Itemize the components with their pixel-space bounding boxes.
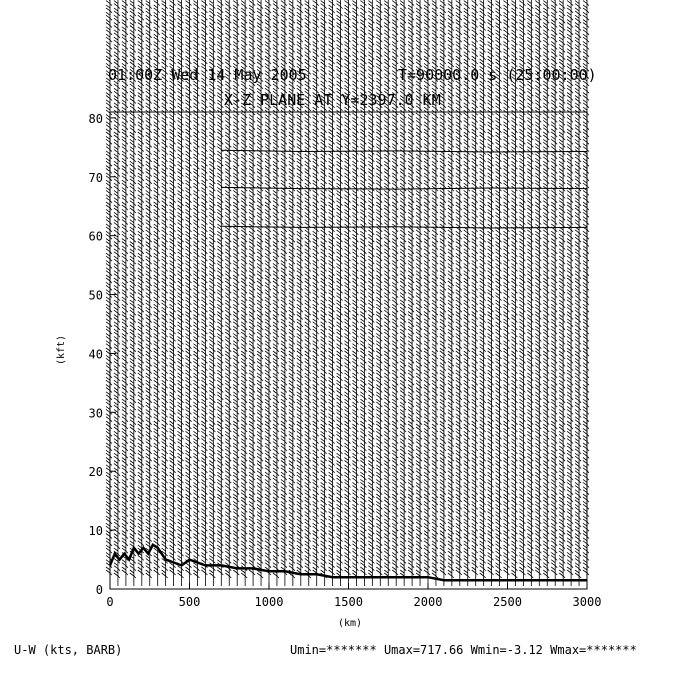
- barb-column: [488, 0, 494, 586]
- y-tick-label: 0: [95, 583, 103, 597]
- barb-column: [130, 0, 136, 586]
- barb-column: [456, 0, 462, 586]
- barb-column: [527, 0, 533, 586]
- barb-column: [186, 0, 192, 586]
- barb-column: [360, 0, 366, 586]
- barb-column: [567, 0, 573, 586]
- barb-column: [241, 0, 247, 586]
- x-tick-label: 1000: [254, 595, 284, 609]
- barb-column: [170, 0, 176, 586]
- barb-column: [424, 0, 430, 586]
- barb-column: [551, 0, 557, 586]
- x-tick-label: 0: [106, 595, 114, 609]
- barb-column: [289, 0, 295, 586]
- y-tick-label: 40: [88, 347, 103, 362]
- barb-column: [217, 0, 223, 586]
- barb-column: [257, 0, 263, 586]
- y-tick-label: 10: [88, 524, 103, 539]
- y-tick-label: 80: [88, 111, 103, 126]
- barb-column: [313, 0, 319, 586]
- barb-column: [392, 0, 398, 586]
- barb-column: [178, 0, 184, 586]
- barb-column: [472, 0, 478, 586]
- barb-column: [559, 0, 565, 586]
- x-tick-label: 3000: [572, 595, 602, 609]
- barb-column: [162, 0, 168, 586]
- barb-column: [368, 0, 374, 586]
- barb-column: [400, 0, 406, 586]
- x-tick-label: 2000: [413, 595, 443, 609]
- y-tick-label: 30: [88, 406, 103, 421]
- barb-column: [511, 0, 517, 586]
- barb-column: [297, 0, 303, 586]
- barb-column: [273, 0, 279, 586]
- barb-column: [543, 0, 549, 586]
- wmin-value: Wmin=-3.12: [470, 643, 543, 657]
- barb-column: [154, 0, 160, 586]
- barb-column: [408, 0, 414, 586]
- header-plane: X-Z PLANE AT Y=2397.0 KM: [224, 91, 441, 109]
- field-stats: [290, 643, 637, 657]
- barb-column: [440, 0, 446, 586]
- y-tick-label: 60: [88, 229, 103, 244]
- barb-column: [432, 0, 438, 586]
- umin-value: Umin=*******: [290, 643, 377, 657]
- umax-value: Umax=717.66: [383, 643, 464, 657]
- barb-column: [233, 0, 239, 586]
- barb-column: [496, 0, 502, 586]
- barb-column: [146, 0, 152, 586]
- header-timestamp: 01:00Z Wed 14 May 2005: [108, 66, 307, 84]
- y-axis-label: (kft): [56, 334, 67, 366]
- barb-column: [464, 0, 470, 586]
- barb-column: [352, 0, 358, 586]
- x-tick-label: 2500: [493, 595, 522, 609]
- barb-column: [519, 0, 525, 586]
- barb-column: [583, 0, 589, 586]
- barb-column: [480, 0, 486, 586]
- barb-column: [448, 0, 454, 586]
- field-description: U-W (kts, BARB): [14, 643, 123, 657]
- barb-column: [281, 0, 287, 586]
- barb-column: [193, 0, 199, 586]
- barb-column: [106, 0, 112, 586]
- barb-column: [575, 0, 581, 586]
- wmax-value: Wmax=*******: [550, 643, 637, 657]
- barb-column: [209, 0, 215, 586]
- x-tick-label: 500: [178, 595, 201, 609]
- barb-column: [225, 0, 231, 586]
- wind-barb-field: [106, 0, 589, 586]
- barb-column: [321, 0, 327, 586]
- barb-column: [384, 0, 390, 586]
- barb-column: [416, 0, 422, 586]
- x-axis-label: (km): [337, 618, 363, 629]
- barb-column: [345, 0, 351, 586]
- barb-column: [535, 0, 541, 586]
- barb-column: [114, 0, 120, 586]
- x-tick-label: 1500: [334, 595, 363, 609]
- barb-column: [376, 0, 382, 586]
- y-tick-label: 50: [88, 288, 103, 303]
- barb-column: [122, 0, 128, 586]
- barb-column: [337, 0, 343, 586]
- barb-column: [504, 0, 510, 586]
- barb-column: [201, 0, 207, 586]
- barb-column: [249, 0, 255, 586]
- barb-column: [305, 0, 311, 586]
- barb-column: [329, 0, 335, 586]
- header-valid-time: T=90000.0 s (25:00:00): [398, 66, 597, 84]
- barb-column: [138, 0, 144, 586]
- barb-column: [265, 0, 271, 586]
- y-tick-label: 20: [88, 465, 103, 480]
- y-tick-label: 70: [88, 170, 103, 185]
